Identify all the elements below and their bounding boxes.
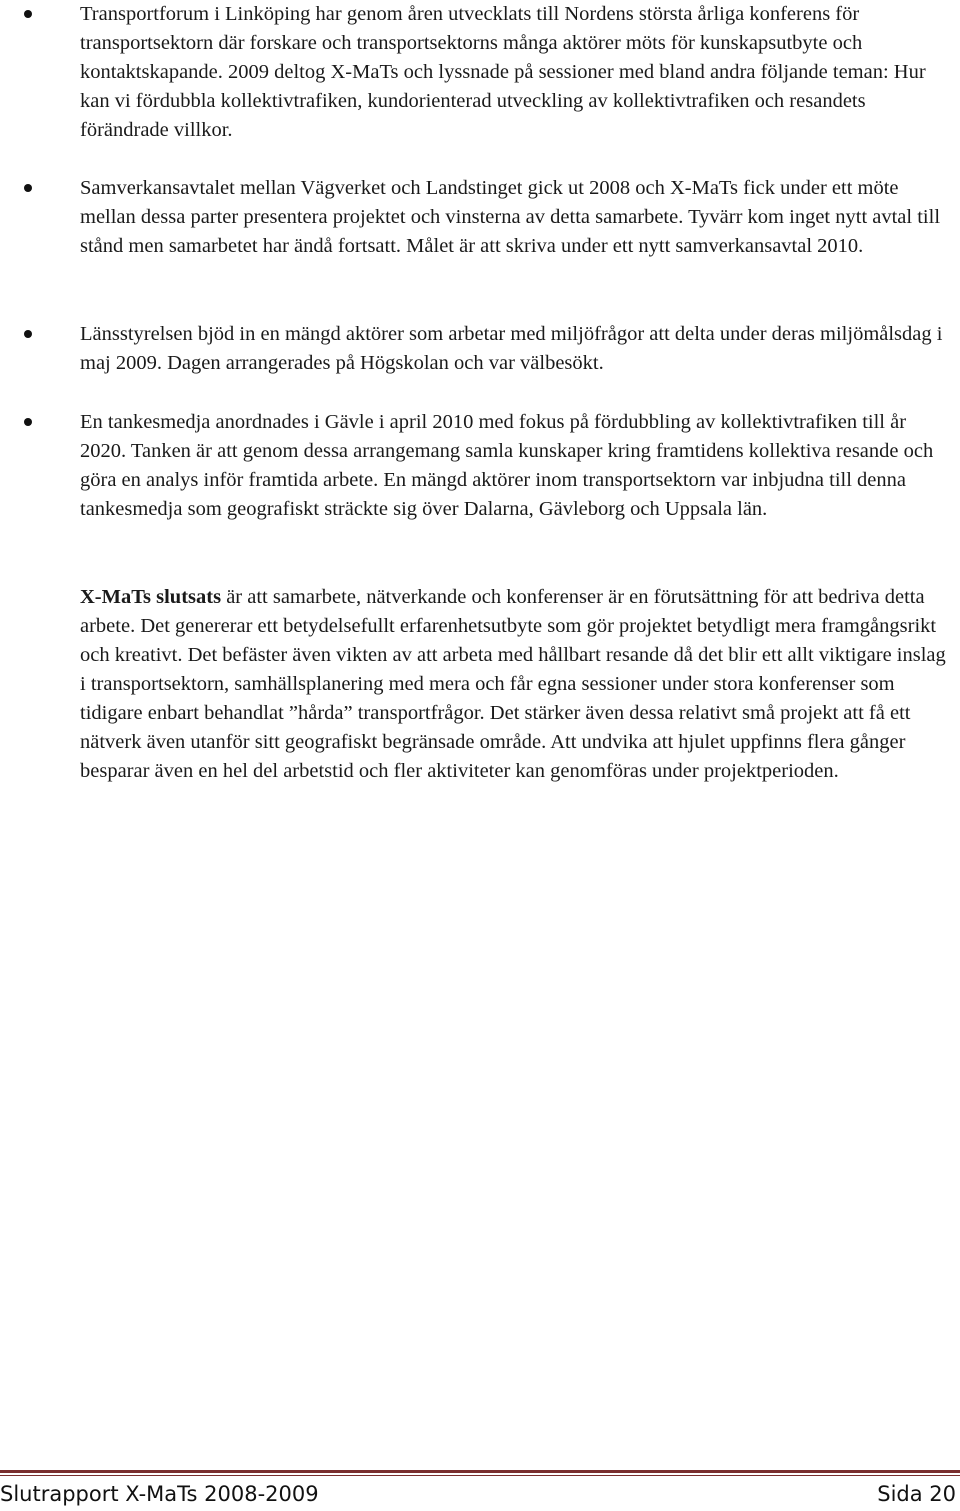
bullet-item-transportforum — [80, 0, 952, 145]
bullet-text: En tankesmedja anordnades i Gävle i april 2010 med fokus på fördubbling av kollektivtrafiken till år 2020. Tanken är att genom dessa arrangemang samla kunskaper kring framtidens kollektiva resande och göra en analys inför framtida arbete. En mängd aktörer inom transportsektorn var inbjudna till denna tankesmedja som geografiskt sträckte sig över Dalarna, Gävleborg och Uppsala län. — [80, 411, 934, 520]
bullet-dot-icon — [24, 184, 32, 192]
bullet-dot-icon — [24, 330, 32, 338]
bullet-item-tankesmedja — [80, 408, 952, 524]
conclusion-bold-lead: X-MaTs slutsats — [80, 586, 222, 608]
footer-divider — [0, 1470, 960, 1473]
bullet-dot-icon — [24, 418, 32, 426]
bullet-dot-icon — [24, 10, 32, 18]
bullet-item-lansstyrelsen — [80, 320, 952, 378]
conclusion-paragraph — [80, 583, 952, 786]
bullet-text: Samverkansavtalet mellan Vägverket och Landstinget gick ut 2008 och X-MaTs fick under ett möte mellan dessa parter presentera projektet och vinsterna av detta samarbete. Tyvärr kom inget nytt avtal till stånd men samarbetet har ändå fortsatt. Målet är att skriva under ett nytt samverkansavtal 2010. — [80, 177, 941, 257]
conclusion-text: är att samarbete, nätverkande och konferenser är en förutsättning för att bedriva detta arbete. Det genererar ett betydelsefullt erfarenhetsutbyte som gör projektet betydligt mera framgångsrikt och kreativt. Det befäster även vikten av att arbeta med hållbart resande då det blir ett allt viktigare inslag i transportsektorn, samhällsplanering med mera och får egna sessioner under stora konferenser som tidigare enbart behandlat ”hårda” transportfrågor. Det stärker även dessa relativt små projekt att få ett nätverk även utanför sitt geografiskt begränsade område. Att undvika att hjulet uppfinns flera gånger besparar även en hel del arbetstid och fler aktiviteter kan genomföras under projektperioden. — [80, 586, 946, 782]
footer-divider-thin — [0, 1475, 960, 1476]
bullet-text: Länsstyrelsen bjöd in en mängd aktörer som arbetar med miljöfrågor att delta under deras miljömålsdag i maj 2009. Dagen arrangerades på Högskolan och var välbesökt. — [80, 323, 943, 374]
bullet-text: Transportforum i Linköping har genom åren utvecklats till Nordens största årliga konferens för transportsektorn där forskare och transportsektorns många aktörer möts för kunskapsutbyte och kontaktskapande. 2009 deltog X-MaTs och lyssnade på sessioner med bland andra följande teman: Hur kan vi fördubbla kollektivtrafiken, kundorienterad utveckling av kollektivtrafiken och resandets förändrade villkor. — [80, 3, 926, 141]
footer-report-title: Slutrapport X-MaTs 2008-2009 — [0, 1482, 319, 1506]
bullet-item-samverkansavtal — [80, 174, 952, 261]
footer-page-number: Sida 20 — [877, 1482, 956, 1506]
